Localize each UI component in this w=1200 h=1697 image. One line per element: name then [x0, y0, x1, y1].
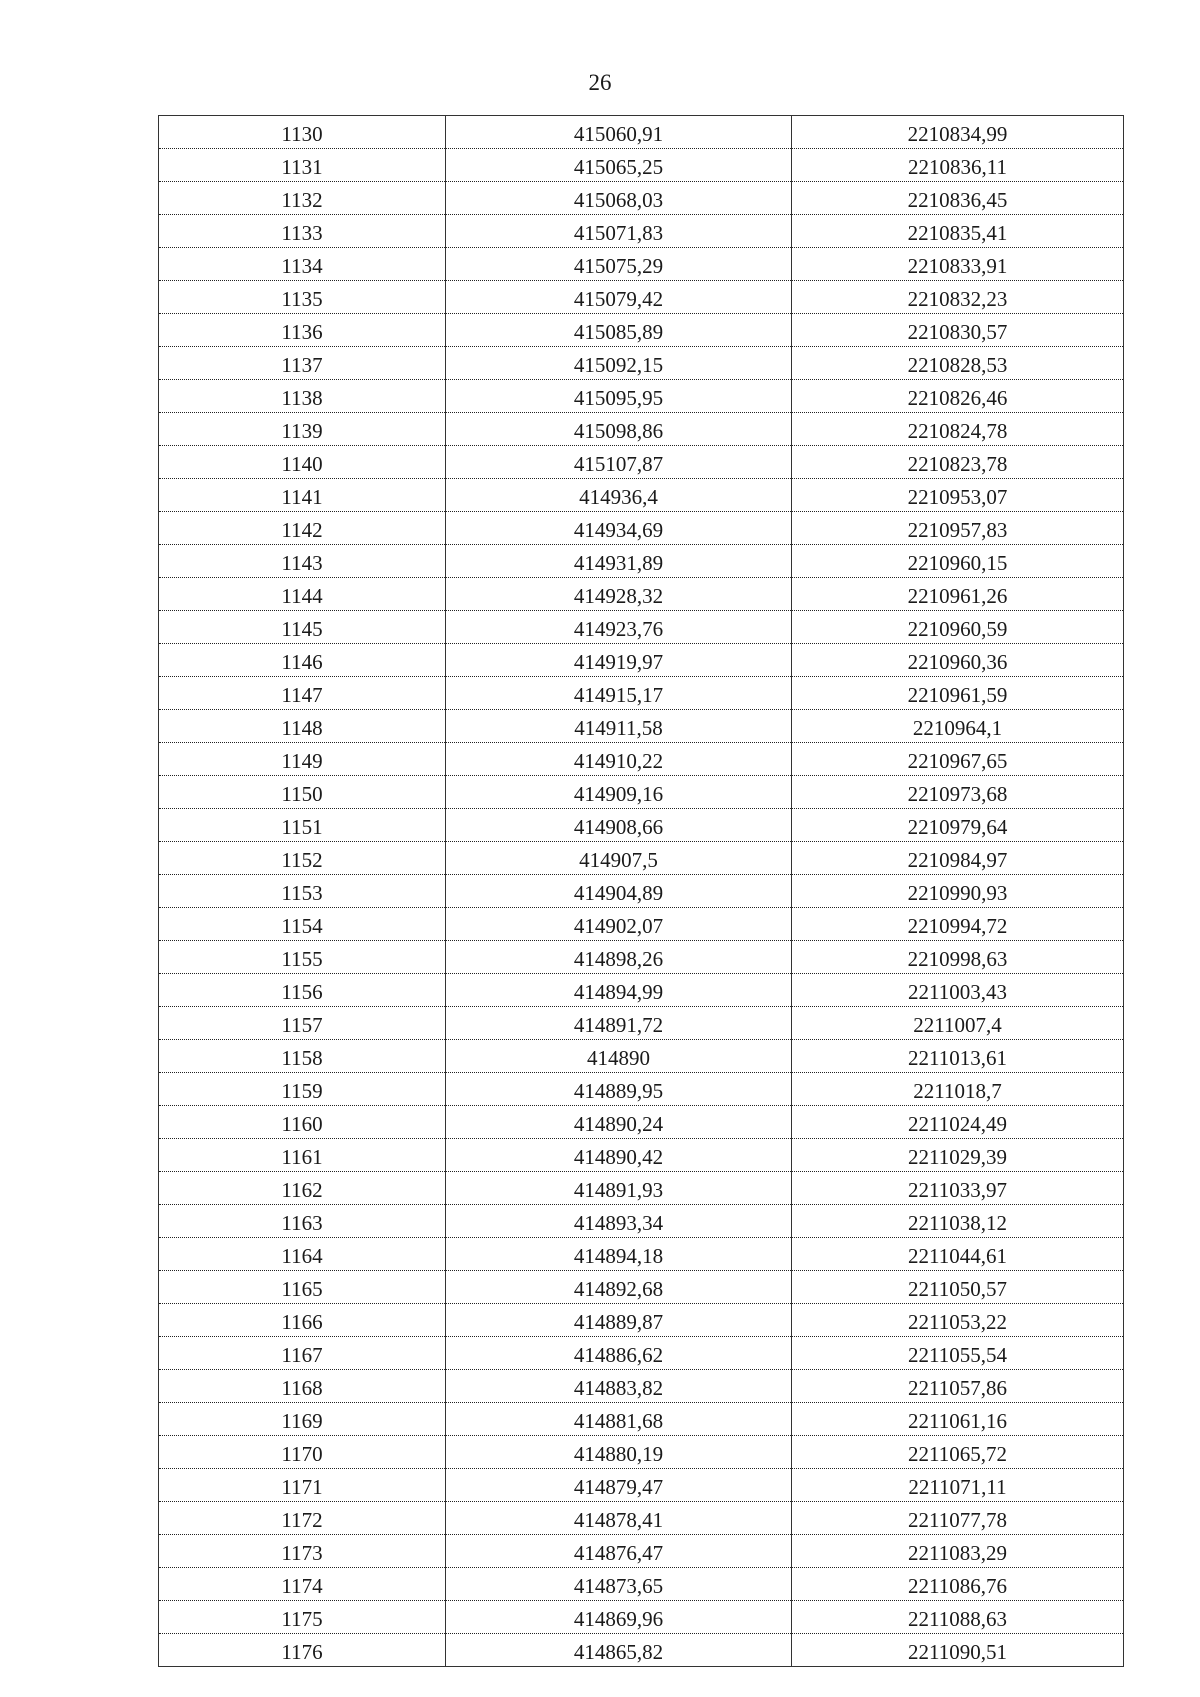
y-coordinate-cell: 2210835,41 — [792, 215, 1124, 248]
table-row — [159, 281, 1124, 314]
x-coordinate-cell: 414890 — [446, 1040, 792, 1073]
x-coordinate-cell: 414923,76 — [446, 611, 792, 644]
point-number-cell: 1176 — [159, 1634, 446, 1667]
point-number-cell: 1140 — [159, 446, 446, 479]
table-row — [159, 1073, 1124, 1106]
table-row — [159, 1469, 1124, 1502]
x-coordinate-cell: 414890,24 — [446, 1106, 792, 1139]
table-row — [159, 809, 1124, 842]
point-number-cell: 1163 — [159, 1205, 446, 1238]
table-row — [159, 710, 1124, 743]
x-coordinate-cell: 414898,26 — [446, 941, 792, 974]
table-row — [159, 1370, 1124, 1403]
page-number: 26 — [588, 70, 612, 95]
y-coordinate-cell: 2210826,46 — [792, 380, 1124, 413]
y-coordinate-cell: 2210960,59 — [792, 611, 1124, 644]
y-coordinate-cell: 2211050,57 — [792, 1271, 1124, 1304]
y-coordinate-cell: 2211090,51 — [792, 1634, 1124, 1667]
point-number-cell: 1137 — [159, 347, 446, 380]
table-row — [159, 1106, 1124, 1139]
table-row — [159, 1568, 1124, 1601]
y-coordinate-cell: 2211029,39 — [792, 1139, 1124, 1172]
y-coordinate-cell: 2210961,26 — [792, 578, 1124, 611]
x-coordinate-cell: 414881,68 — [446, 1403, 792, 1436]
y-coordinate-cell: 2210979,64 — [792, 809, 1124, 842]
x-coordinate-cell: 415068,03 — [446, 182, 792, 215]
point-number-cell: 1173 — [159, 1535, 446, 1568]
point-number-cell: 1158 — [159, 1040, 446, 1073]
point-number-cell: 1157 — [159, 1007, 446, 1040]
point-number-cell: 1167 — [159, 1337, 446, 1370]
point-number-cell: 1156 — [159, 974, 446, 1007]
table-row — [159, 479, 1124, 512]
x-coordinate-cell: 414936,4 — [446, 479, 792, 512]
x-coordinate-cell: 414873,65 — [446, 1568, 792, 1601]
x-coordinate-cell: 414908,66 — [446, 809, 792, 842]
point-number-cell: 1133 — [159, 215, 446, 248]
y-coordinate-cell: 2211003,43 — [792, 974, 1124, 1007]
y-coordinate-cell: 2210828,53 — [792, 347, 1124, 380]
table-row — [159, 116, 1124, 149]
point-number-cell: 1152 — [159, 842, 446, 875]
point-number-cell: 1147 — [159, 677, 446, 710]
point-number-cell: 1141 — [159, 479, 446, 512]
point-number-cell: 1132 — [159, 182, 446, 215]
x-coordinate-cell: 415107,87 — [446, 446, 792, 479]
y-coordinate-cell: 2211007,4 — [792, 1007, 1124, 1040]
y-coordinate-cell: 2210984,97 — [792, 842, 1124, 875]
table-row — [159, 974, 1124, 1007]
point-number-cell: 1161 — [159, 1139, 446, 1172]
point-number-cell: 1146 — [159, 644, 446, 677]
table-row — [159, 347, 1124, 380]
point-number-cell: 1166 — [159, 1304, 446, 1337]
table-row — [159, 1238, 1124, 1271]
table-row — [159, 182, 1124, 215]
x-coordinate-cell: 414869,96 — [446, 1601, 792, 1634]
table-row — [159, 1139, 1124, 1172]
y-coordinate-cell: 2210953,07 — [792, 479, 1124, 512]
y-coordinate-cell: 2211061,16 — [792, 1403, 1124, 1436]
y-coordinate-cell: 2210836,45 — [792, 182, 1124, 215]
y-coordinate-cell: 2211044,61 — [792, 1238, 1124, 1271]
y-coordinate-cell: 2211057,86 — [792, 1370, 1124, 1403]
x-coordinate-cell: 414928,32 — [446, 578, 792, 611]
x-coordinate-cell: 414891,72 — [446, 1007, 792, 1040]
table-row — [159, 215, 1124, 248]
x-coordinate-cell: 415075,29 — [446, 248, 792, 281]
x-coordinate-cell: 414879,47 — [446, 1469, 792, 1502]
y-coordinate-cell: 2210960,36 — [792, 644, 1124, 677]
y-coordinate-cell: 2210836,11 — [792, 149, 1124, 182]
x-coordinate-cell: 414931,89 — [446, 545, 792, 578]
x-coordinate-cell: 414934,69 — [446, 512, 792, 545]
point-number-cell: 1154 — [159, 908, 446, 941]
table-row — [159, 446, 1124, 479]
point-number-cell: 1160 — [159, 1106, 446, 1139]
x-coordinate-cell: 414910,22 — [446, 743, 792, 776]
point-number-cell: 1144 — [159, 578, 446, 611]
y-coordinate-cell: 2211038,12 — [792, 1205, 1124, 1238]
point-number-cell: 1150 — [159, 776, 446, 809]
y-coordinate-cell: 2210973,68 — [792, 776, 1124, 809]
coordinates-table — [158, 115, 1124, 1667]
y-coordinate-cell: 2210823,78 — [792, 446, 1124, 479]
x-coordinate-cell: 414894,99 — [446, 974, 792, 1007]
table-row — [159, 512, 1124, 545]
table-row — [159, 1304, 1124, 1337]
x-coordinate-cell: 414893,34 — [446, 1205, 792, 1238]
point-number-cell: 1165 — [159, 1271, 446, 1304]
y-coordinate-cell: 2210830,57 — [792, 314, 1124, 347]
point-number-cell: 1174 — [159, 1568, 446, 1601]
point-number-cell: 1168 — [159, 1370, 446, 1403]
point-number-cell: 1155 — [159, 941, 446, 974]
table-row — [159, 1172, 1124, 1205]
x-coordinate-cell: 415060,91 — [446, 116, 792, 149]
table-row — [159, 776, 1124, 809]
y-coordinate-cell: 2211065,72 — [792, 1436, 1124, 1469]
y-coordinate-cell: 2211033,97 — [792, 1172, 1124, 1205]
point-number-cell: 1130 — [159, 116, 446, 149]
y-coordinate-cell: 2210957,83 — [792, 512, 1124, 545]
table-row — [159, 644, 1124, 677]
point-number-cell: 1175 — [159, 1601, 446, 1634]
x-coordinate-cell: 414865,82 — [446, 1634, 792, 1667]
point-number-cell: 1164 — [159, 1238, 446, 1271]
x-coordinate-cell: 414911,58 — [446, 710, 792, 743]
point-number-cell: 1143 — [159, 545, 446, 578]
point-number-cell: 1153 — [159, 875, 446, 908]
point-number-cell: 1162 — [159, 1172, 446, 1205]
x-coordinate-cell: 415079,42 — [446, 281, 792, 314]
x-coordinate-cell: 414880,19 — [446, 1436, 792, 1469]
x-coordinate-cell: 415095,95 — [446, 380, 792, 413]
table-row — [159, 1502, 1124, 1535]
y-coordinate-cell: 2211055,54 — [792, 1337, 1124, 1370]
y-coordinate-cell: 2211083,29 — [792, 1535, 1124, 1568]
x-coordinate-cell: 414886,62 — [446, 1337, 792, 1370]
y-coordinate-cell: 2210832,23 — [792, 281, 1124, 314]
y-coordinate-cell: 2210834,99 — [792, 116, 1124, 149]
table-row — [159, 1436, 1124, 1469]
table-row — [159, 1205, 1124, 1238]
table-row — [159, 413, 1124, 446]
table-row — [159, 611, 1124, 644]
point-number-cell: 1134 — [159, 248, 446, 281]
point-number-cell: 1169 — [159, 1403, 446, 1436]
point-number-cell: 1171 — [159, 1469, 446, 1502]
y-coordinate-cell: 2211088,63 — [792, 1601, 1124, 1634]
table-row — [159, 677, 1124, 710]
table-row — [159, 941, 1124, 974]
table-row — [159, 743, 1124, 776]
y-coordinate-cell: 2210967,65 — [792, 743, 1124, 776]
y-coordinate-cell: 2211013,61 — [792, 1040, 1124, 1073]
x-coordinate-cell: 414883,82 — [446, 1370, 792, 1403]
point-number-cell: 1148 — [159, 710, 446, 743]
y-coordinate-cell: 2211071,11 — [792, 1469, 1124, 1502]
table-row — [159, 248, 1124, 281]
x-coordinate-cell: 414889,87 — [446, 1304, 792, 1337]
x-coordinate-cell: 414919,97 — [446, 644, 792, 677]
point-number-cell: 1136 — [159, 314, 446, 347]
x-coordinate-cell: 414915,17 — [446, 677, 792, 710]
y-coordinate-cell: 2210961,59 — [792, 677, 1124, 710]
x-coordinate-cell: 414892,68 — [446, 1271, 792, 1304]
x-coordinate-cell: 415071,83 — [446, 215, 792, 248]
x-coordinate-cell: 414902,07 — [446, 908, 792, 941]
table-row — [159, 545, 1124, 578]
y-coordinate-cell: 2210990,93 — [792, 875, 1124, 908]
x-coordinate-cell: 414890,42 — [446, 1139, 792, 1172]
table-row — [159, 314, 1124, 347]
point-number-cell: 1151 — [159, 809, 446, 842]
y-coordinate-cell: 2210998,63 — [792, 941, 1124, 974]
x-coordinate-cell: 414878,41 — [446, 1502, 792, 1535]
x-coordinate-cell: 414894,18 — [446, 1238, 792, 1271]
point-number-cell: 1142 — [159, 512, 446, 545]
x-coordinate-cell: 415092,15 — [446, 347, 792, 380]
y-coordinate-cell: 2211077,78 — [792, 1502, 1124, 1535]
table-row — [159, 1634, 1124, 1667]
table-row — [159, 908, 1124, 941]
table-row — [159, 1040, 1124, 1073]
table-row — [159, 1535, 1124, 1568]
y-coordinate-cell: 2211053,22 — [792, 1304, 1124, 1337]
point-number-cell: 1149 — [159, 743, 446, 776]
table-row — [159, 380, 1124, 413]
table-row — [159, 578, 1124, 611]
point-number-cell: 1131 — [159, 149, 446, 182]
x-coordinate-cell: 414891,93 — [446, 1172, 792, 1205]
x-coordinate-cell: 414909,16 — [446, 776, 792, 809]
y-coordinate-cell: 2211018,7 — [792, 1073, 1124, 1106]
x-coordinate-cell: 414876,47 — [446, 1535, 792, 1568]
y-coordinate-cell: 2211024,49 — [792, 1106, 1124, 1139]
table-row — [159, 1007, 1124, 1040]
table-row — [159, 842, 1124, 875]
y-coordinate-cell: 2210824,78 — [792, 413, 1124, 446]
table-row — [159, 1337, 1124, 1370]
table-row — [159, 875, 1124, 908]
x-coordinate-cell: 414904,89 — [446, 875, 792, 908]
point-number-cell: 1172 — [159, 1502, 446, 1535]
x-coordinate-cell: 415098,86 — [446, 413, 792, 446]
point-number-cell: 1138 — [159, 380, 446, 413]
point-number-cell: 1139 — [159, 413, 446, 446]
y-coordinate-cell: 2210994,72 — [792, 908, 1124, 941]
point-number-cell: 1145 — [159, 611, 446, 644]
y-coordinate-cell: 2211086,76 — [792, 1568, 1124, 1601]
point-number-cell: 1159 — [159, 1073, 446, 1106]
table-row — [159, 1601, 1124, 1634]
y-coordinate-cell: 2210833,91 — [792, 248, 1124, 281]
table-row — [159, 149, 1124, 182]
table-row — [159, 1271, 1124, 1304]
y-coordinate-cell: 2210960,15 — [792, 545, 1124, 578]
point-number-cell: 1135 — [159, 281, 446, 314]
coordinates-table-body — [159, 116, 1124, 1667]
x-coordinate-cell: 415065,25 — [446, 149, 792, 182]
y-coordinate-cell: 2210964,1 — [792, 710, 1124, 743]
x-coordinate-cell: 415085,89 — [446, 314, 792, 347]
x-coordinate-cell: 414907,5 — [446, 842, 792, 875]
table-row — [159, 1403, 1124, 1436]
x-coordinate-cell: 414889,95 — [446, 1073, 792, 1106]
point-number-cell: 1170 — [159, 1436, 446, 1469]
